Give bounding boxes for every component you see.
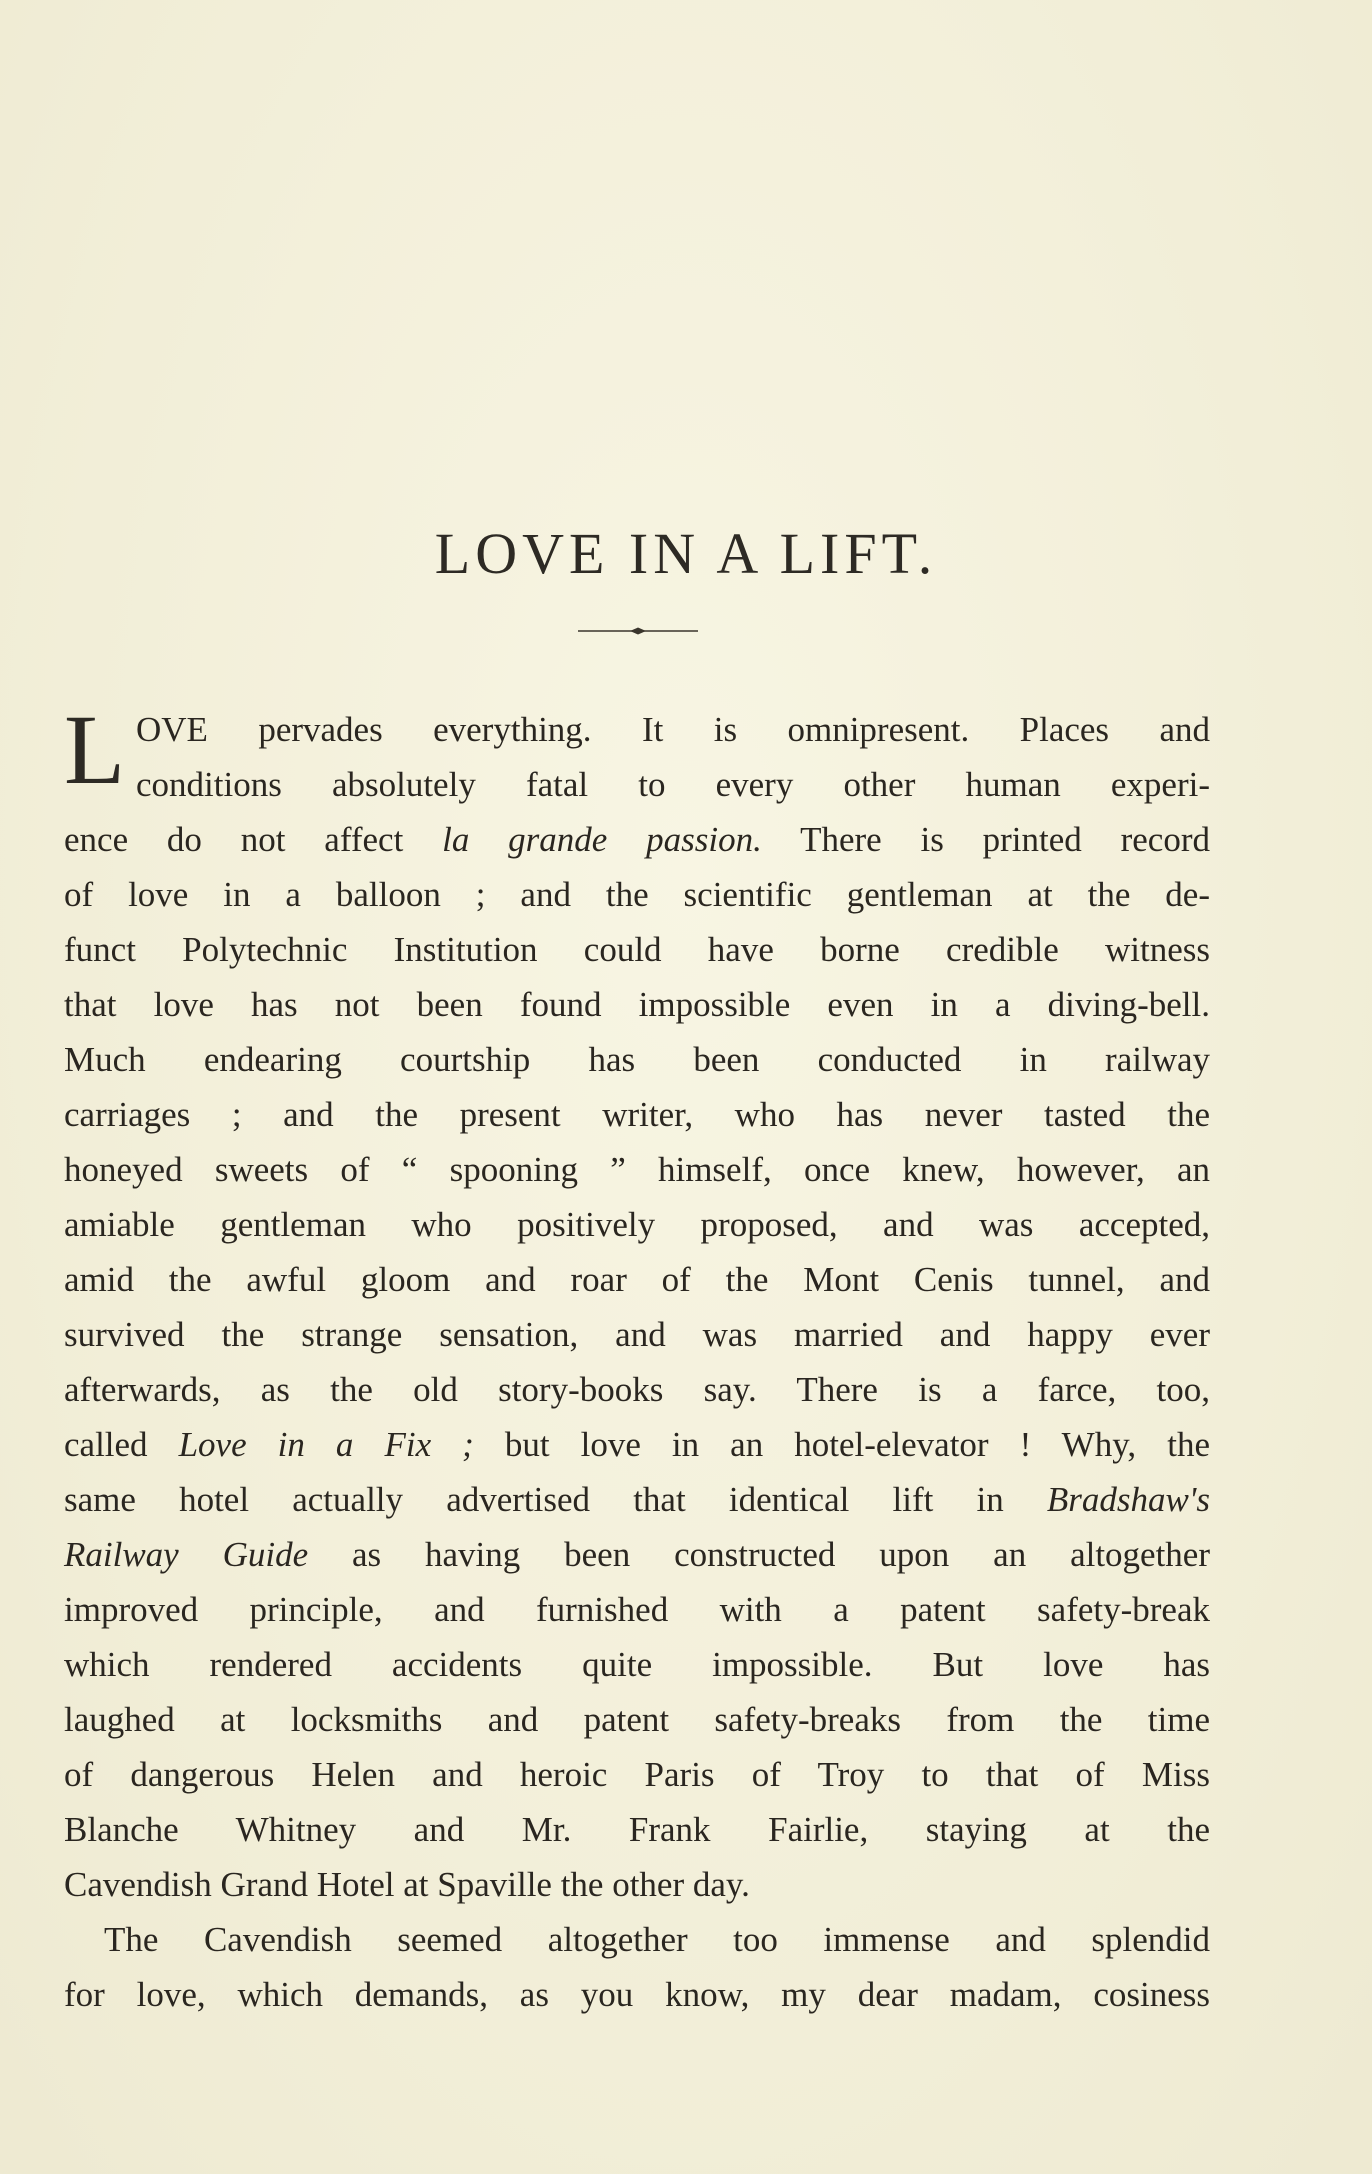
text-line	[64, 1912, 1210, 1967]
text-run: survived the strange sensation, and was married and happy ever	[64, 1315, 1210, 1354]
text-run: same hotel actually advertised that identical lift in	[64, 1480, 1047, 1519]
paragraph-1	[64, 694, 1211, 1912]
text-line	[64, 1252, 1210, 1307]
text-run: amiable gentleman who positively proposed, and was accepted,	[64, 1205, 1210, 1244]
text-line	[64, 1527, 1210, 1582]
text-line	[64, 1857, 1210, 1912]
body-text	[64, 694, 1211, 2022]
drop-cap-letter: L	[64, 694, 126, 805]
text-run: that love has not been found impossible even in a diving-bell.	[64, 985, 1210, 1024]
text-line	[64, 1087, 1210, 1142]
text-line	[64, 1637, 1210, 1692]
text-line	[64, 1307, 1210, 1362]
text-run: ence do not affect	[64, 820, 443, 859]
text-run: afterwards, as the old story-books say. There is a farce, too,	[64, 1370, 1210, 1409]
text-run: There is printed record	[761, 820, 1210, 859]
text-line	[64, 1472, 1210, 1527]
text-run: which rendered accidents quite impossible. But love has	[64, 1645, 1210, 1684]
text-run: but love in an hotel-elevator ! Why, the	[473, 1425, 1210, 1464]
text-run: amid the awful gloom and roar of the Mont Cenis tunnel, and	[64, 1260, 1210, 1299]
text-line	[64, 1142, 1210, 1197]
italic-text-run: Railway Guide	[64, 1535, 309, 1574]
italic-text-run: Love in a Fix ;	[178, 1425, 474, 1464]
text-run: improved principle, and furnished with a patent safety-break	[64, 1590, 1210, 1629]
text-line	[64, 1692, 1210, 1747]
text-line	[64, 867, 1210, 922]
text-line	[64, 812, 1210, 867]
text-line	[64, 1197, 1210, 1252]
italic-text-run: Bradshaw's	[1046, 1480, 1210, 1519]
text-line	[64, 1802, 1210, 1857]
text-run: as having been constructed upon an altogether	[308, 1535, 1211, 1574]
text-run: Blanche Whitney and Mr. Frank Fairlie, staying at the	[64, 1810, 1210, 1849]
text-run: Much endearing courtship has been conducted in railway	[64, 1040, 1210, 1079]
text-line	[64, 1032, 1210, 1087]
text-run: The Cavendish seemed altogether too immense and splendid	[104, 1920, 1210, 1959]
text-line	[64, 1967, 1210, 2022]
text-run: honeyed sweets of “ spooning ” himself, once knew, however, an	[64, 1150, 1210, 1189]
paragraph-2	[64, 1912, 1210, 2022]
text-run: funct Polytechnic Institution could have borne credible witness	[64, 930, 1210, 969]
text-line	[64, 1417, 1210, 1472]
title-ornament-rule	[578, 626, 698, 636]
text-line	[64, 757, 1210, 812]
text-run: conditions absolutely fatal to every other human experi-	[136, 765, 1210, 804]
text-line	[64, 702, 1210, 757]
text-run: called	[64, 1425, 179, 1464]
text-line	[64, 1362, 1210, 1417]
text-run: Cavendish Grand Hotel at Spaville the other day.	[64, 1865, 750, 1904]
text-line	[64, 977, 1210, 1032]
text-line	[64, 922, 1210, 977]
text-line	[64, 1582, 1210, 1637]
text-run: of love in a balloon ; and the scientific gentleman at the de-	[64, 875, 1210, 914]
text-run: laughed at locksmiths and patent safety-breaks from the time	[64, 1700, 1210, 1739]
italic-text-run: la grande passion.	[442, 820, 762, 859]
text-run: of dangerous Helen and heroic Paris of Troy to that of Miss	[64, 1755, 1210, 1794]
text-line	[64, 1747, 1210, 1802]
text-run: OVE pervades everything. It is omnipresent. Places and	[136, 710, 1210, 749]
text-run: carriages ; and the present writer, who has never tasted the	[64, 1095, 1210, 1134]
text-run: for love, which demands, as you know, my dear madam, cosiness	[64, 1975, 1210, 2014]
chapter-title: LOVE IN A LIFT.	[434, 521, 938, 586]
